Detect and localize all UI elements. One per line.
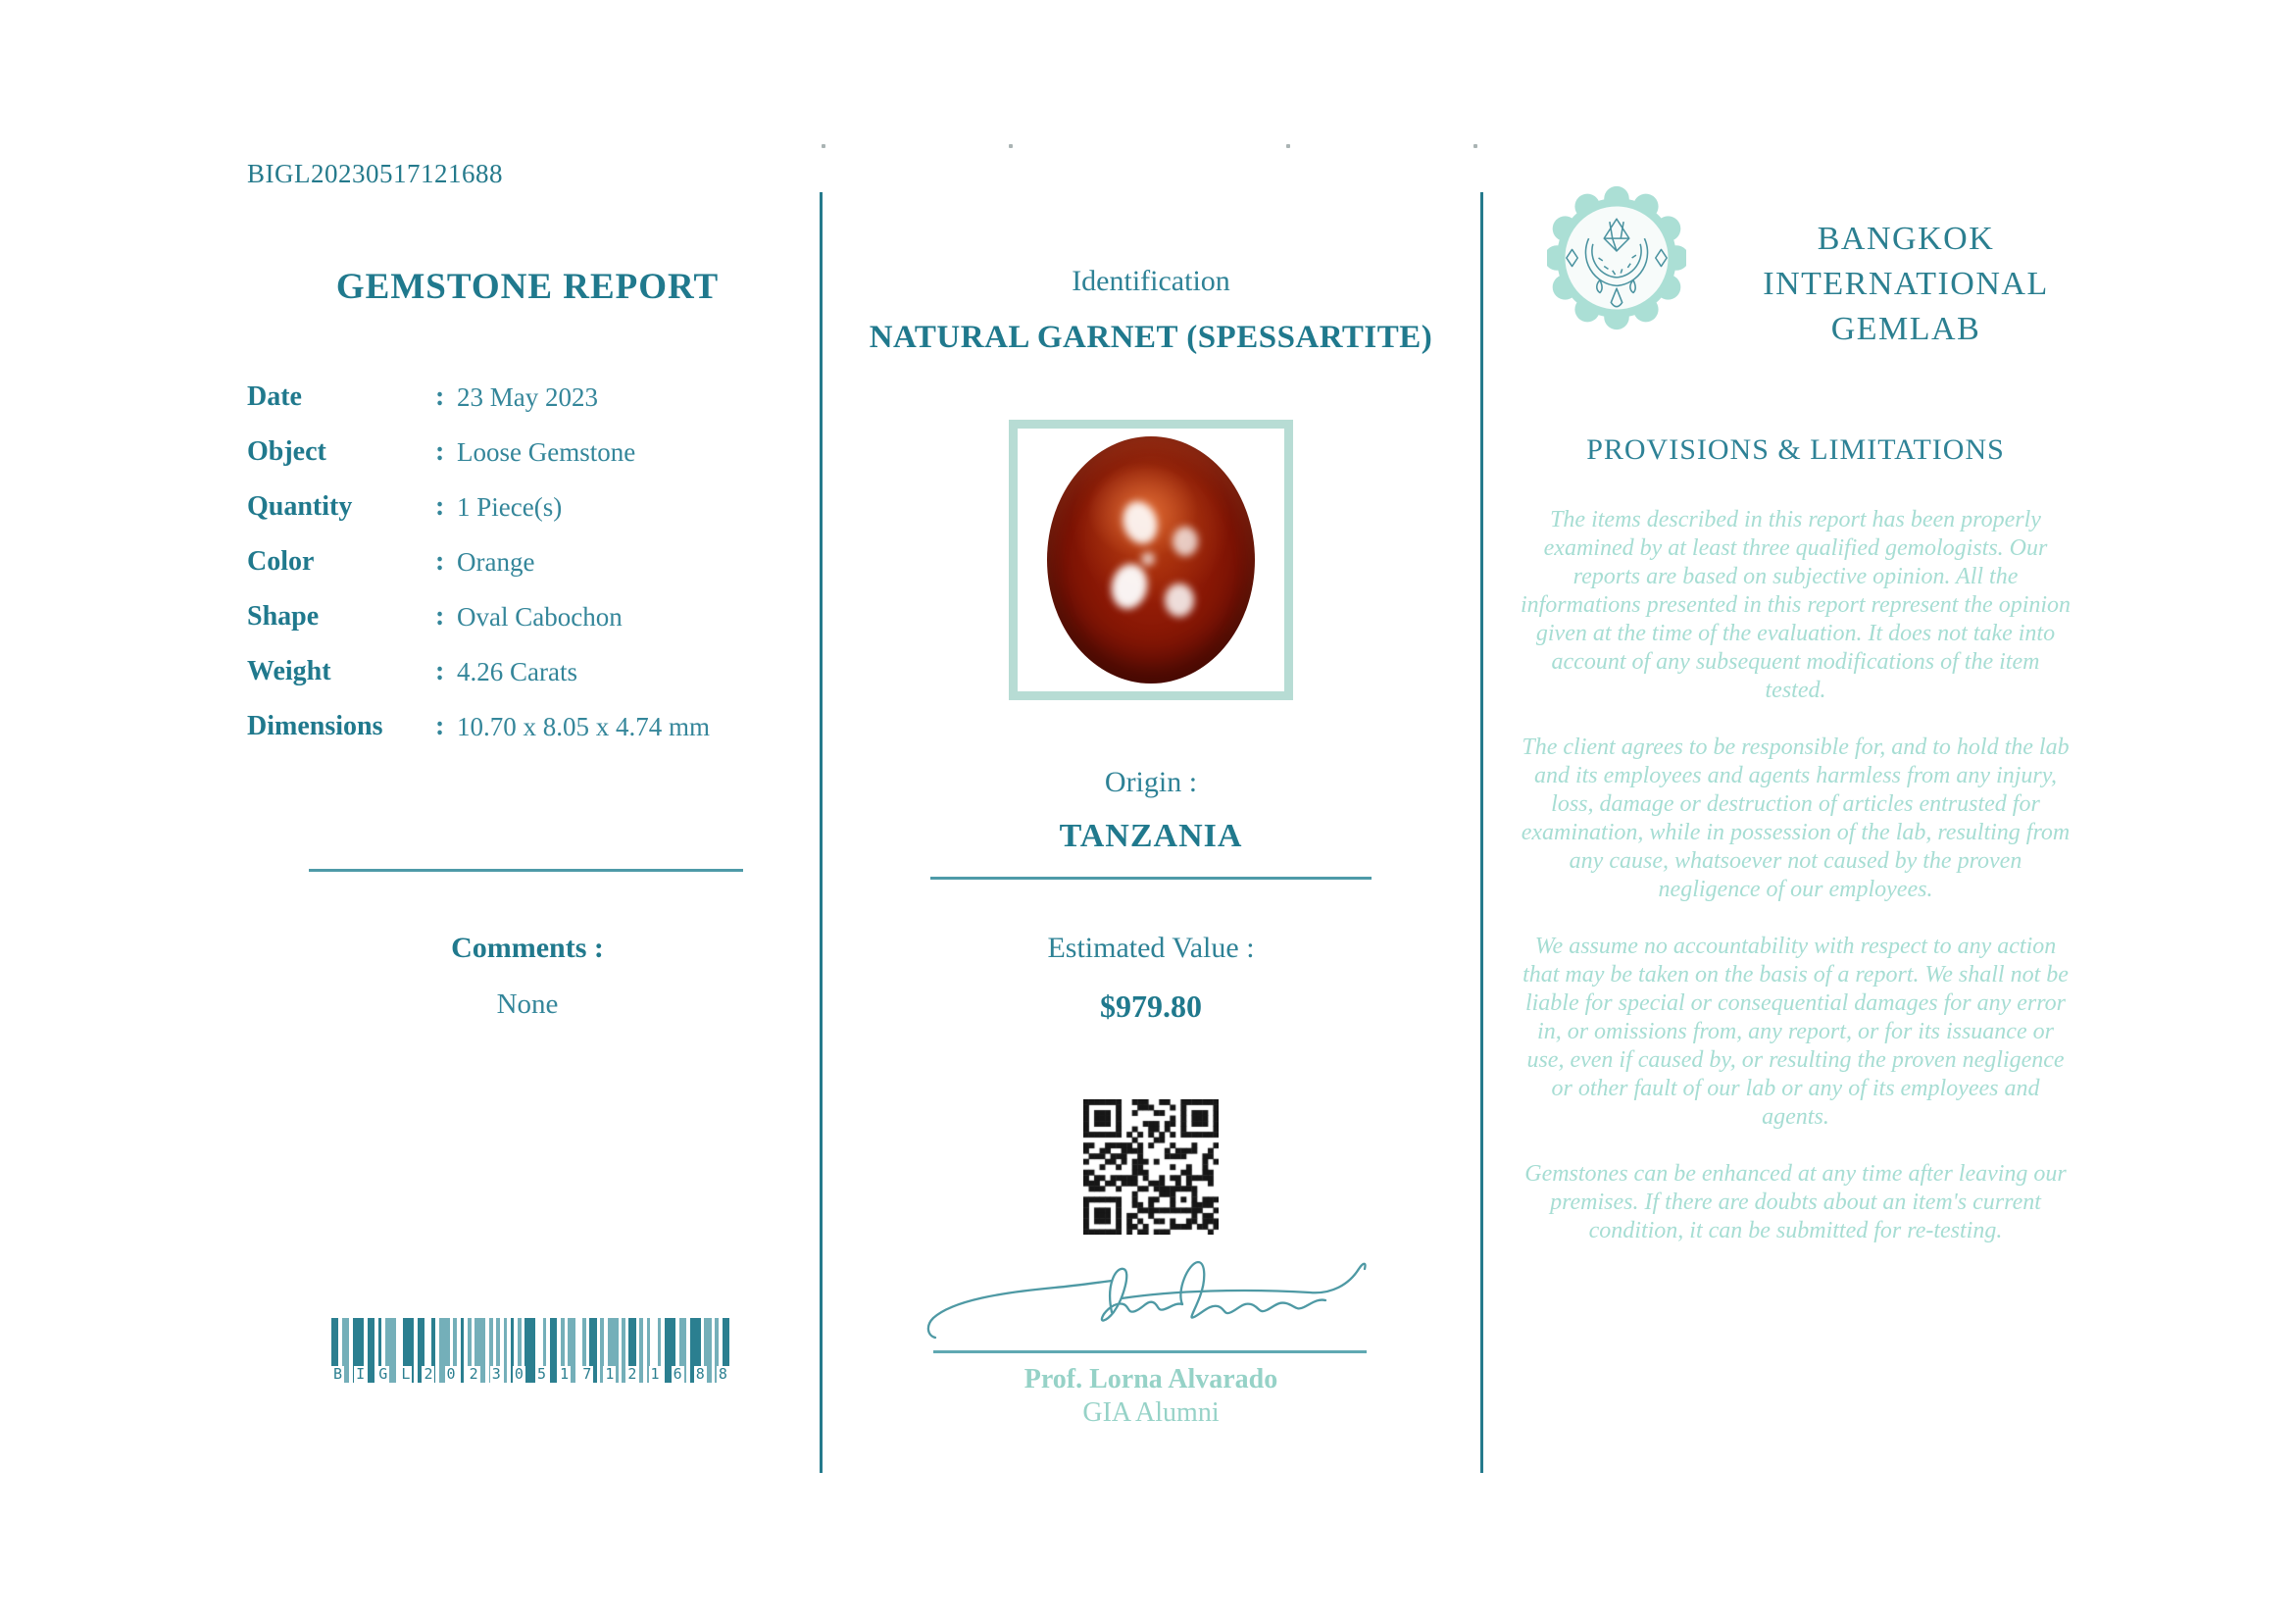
field-value: 23 May 2023: [457, 381, 598, 412]
gemlab-logo: [1547, 185, 1686, 330]
field-label: Dimensions: [247, 711, 383, 741]
comments-value: None: [496, 988, 559, 1020]
provisions-paragraph: The items described in this report has been properly examined by at least three qualified gemologists. Our reports are based on subjective opinion. All the informations presented in this report represent the opinion given at the time of the evaluation. It does not take into account of any subsequent modifications of the item tested.: [1520, 507, 2071, 703]
gem-highlight: [1173, 527, 1198, 556]
field-colon: [435, 601, 457, 633]
lab-name-line: INTERNATIONAL: [1763, 266, 2049, 302]
gem-highlight: [1118, 497, 1163, 548]
gem-highlight: [1165, 583, 1194, 617]
signatory-name: Prof. Lorna Alvarado: [1023, 1364, 1278, 1394]
field-colon: [435, 491, 457, 523]
field-colon: [435, 711, 457, 742]
field-row-weight: [247, 644, 808, 699]
field-colon: [435, 546, 457, 578]
field-label: Date: [247, 381, 302, 412]
section-divider: [309, 869, 743, 872]
provisions-paragraph: Gemstones can be enhanced at any time after leaving our premises. If there are doubts about an item's current condition, it can be submitted for re-testing.: [1524, 1161, 2067, 1243]
estimated-value-label: Estimated Value :: [1047, 932, 1255, 964]
provisions-paragraph: We assume no accountability with respect to any action that may be taken on the basis of a report. We shall not be liable for special or consequential damages for any error in, or omissions from, any report, or for its issuance or use, even if caused by, or resulting the proven negligence or other fault of our lab or any of its employees and agents.: [1522, 934, 2069, 1130]
field-value: Orange: [457, 546, 535, 577]
signatory-title: GIA Alumni: [1082, 1397, 1220, 1428]
identification-result: NATURAL GARNET (SPESSARTITE): [869, 320, 1433, 355]
field-row-shape: [247, 589, 808, 644]
origin-label: Origin :: [1104, 766, 1198, 798]
lab-name-line: GEMLAB: [1830, 311, 1981, 347]
barcode: [331, 1318, 729, 1383]
field-label: Weight: [247, 656, 331, 686]
field-row-quantity: [247, 480, 808, 534]
field-label: Quantity: [247, 491, 353, 522]
field-row-object: [247, 425, 808, 480]
provisions-paragraph: The client agrees to be responsible for, and to hold the lab and its employees and agents harmless from any injury, loss, damage or destruction of articles entrusted for examination, while in possession of the lab, resulting from any cause, whatsoever not caused by the proven negligence of our employees.: [1521, 735, 2071, 902]
gem-photo: [1047, 436, 1255, 684]
report-fields: [247, 370, 808, 754]
field-value: 1 Piece(s): [457, 491, 563, 522]
field-colon: [435, 381, 457, 413]
gem-photo-frame: [1009, 420, 1293, 700]
crop-dot: [1286, 144, 1290, 148]
field-colon: [435, 436, 457, 468]
field-value: 10.70 x 8.05 x 4.74 mm: [457, 711, 711, 741]
report-title: GEMSTONE REPORT: [335, 267, 720, 307]
signature-line: [933, 1350, 1367, 1353]
crop-dot: [1009, 144, 1013, 148]
lab-name-line: BANGKOK: [1817, 221, 1995, 257]
report-number: BIGL20230517121688: [247, 159, 503, 188]
provisions-text: [1519, 506, 2072, 1274]
field-row-date: [247, 370, 808, 425]
comments-label: Comments :: [451, 932, 604, 964]
field-label: Object: [247, 436, 326, 467]
field-row-color: [247, 534, 808, 589]
field-value: 4.26 Carats: [457, 656, 577, 686]
qr-code: [1083, 1099, 1219, 1235]
origin-value: TANZANIA: [1059, 818, 1243, 854]
field-label: Shape: [247, 601, 320, 632]
estimated-value-amount: $979.80: [1100, 988, 1202, 1024]
field-label: Color: [247, 546, 315, 577]
gem-highlight: [1141, 552, 1155, 566]
signature: [920, 1255, 1374, 1351]
gem-highlight: [1108, 561, 1152, 612]
field-colon: [435, 656, 457, 687]
origin-divider: [930, 877, 1372, 880]
column-divider-left: [820, 192, 823, 1473]
field-value: Oval Cabochon: [457, 601, 623, 632]
crop-dot: [822, 144, 825, 148]
identification-label: Identification: [1072, 265, 1230, 297]
barcode-text: B I G L 2 0 2 3 0 5 1 7 1 2 1 6 8 8: [333, 1365, 727, 1383]
column-divider-right: [1480, 192, 1483, 1473]
field-row-dimensions: [247, 699, 808, 754]
crop-dot: [1473, 144, 1477, 148]
field-value: Loose Gemstone: [457, 436, 636, 467]
provisions-title: PROVISIONS & LIMITATIONS: [1586, 433, 2005, 466]
lab-name: [1710, 217, 2102, 352]
